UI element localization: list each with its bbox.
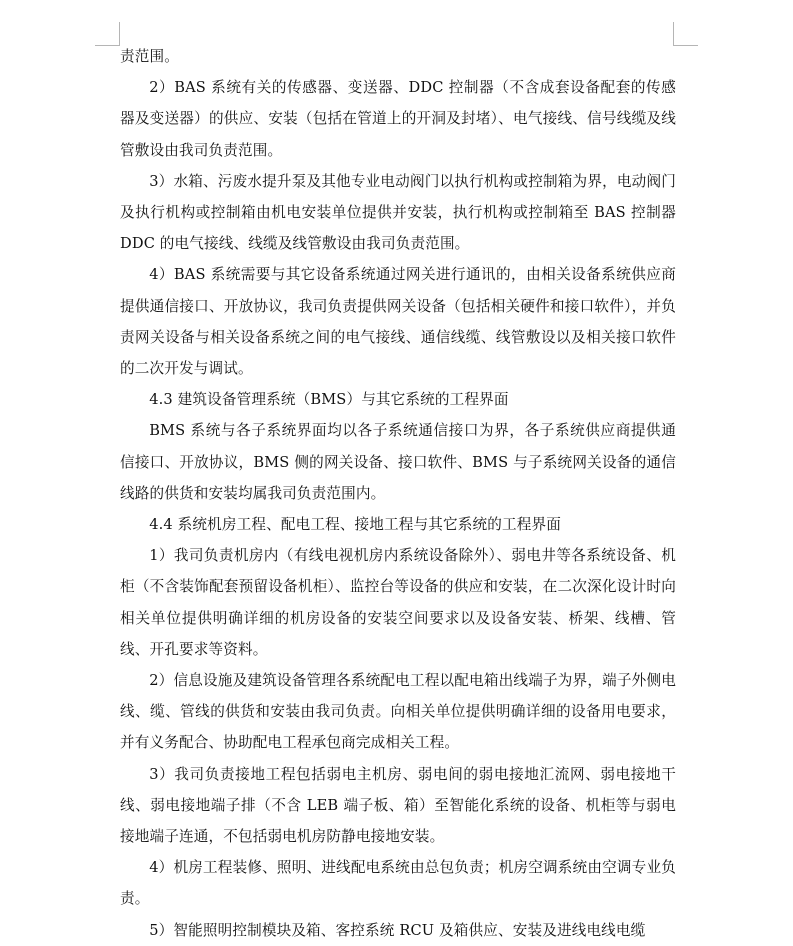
- crop-mark-top-right: [673, 45, 698, 46]
- paragraph: 5）智能照明控制模块及箱、客控系统 RCU 及箱供应、安装及进线电线电缆: [149, 921, 646, 939]
- paragraph: 2）信息设施及建筑设备管理各系统配电工程以配电箱出线端子为界，端子外侧电线、缆、管线的供货和安装由我司负责。向相关单位提供明确详细的设备用电要求，并有义务配合、协助配电工程承包商完成相关工程。: [120, 672, 676, 752]
- crop-mark-top-left: [95, 45, 120, 46]
- paragraph: 3）水箱、污废水提升泵及其他专业电动阀门以执行机构或控制箱为界，电动阀门及执行机构或控制箱由机电安装单位提供并安装，执行机构或控制箱至 BAS 控制器 DDC 的电气接线、线缆及线管敷设由我司负责范围。: [120, 172, 676, 253]
- paragraph: 责范围。: [120, 48, 179, 65]
- paragraph: 4.3 建筑设备管理系统（BMS）与其它系统的工程界面: [149, 391, 509, 409]
- paragraph: 2）BAS 系统有关的传感器、变送器、DDC 控制器（不含成套设备配套的传感器及变送器）的供应、安装（包括在管道上的开洞及封堵）、电气接线、信号线缆及线管敷设由我司负责范围。: [120, 79, 676, 159]
- paragraph: 4）机房工程装修、照明、进线配电系统由总包负责；机房空调系统由空调专业负责。: [120, 859, 676, 908]
- paragraph: 4）BAS 系统需要与其它设备系统通过网关进行通讯的，由相关设备系统供应商提供通信接口、开放协议，我司负责提供网关设备（包括相关硬件和接口软件），并负责网关设备与相关设备系统之间的电气接线、通信线缆、线管敷设以及相关接口软件的二次开发与调试。: [120, 266, 676, 378]
- paragraph: 4.4 系统机房工程、配电工程、接地工程与其它系统的工程界面: [149, 516, 561, 534]
- paragraph: BMS 系统与各子系统界面均以各子系统通信接口为界，各子系统供应商提供通信接口、开放协议，BMS 侧的网关设备、接口软件、BMS 与子系统网关设备的通信线路的供货和安装均属我司负责范围内。: [120, 422, 676, 502]
- paragraph: 3）我司负责接地工程包括弱电主机房、弱电间的弱电接地汇流网、弱电接地干线、弱电接地端子排（不含 LEB 端子板、箱）至智能化系统的设备、机柜等与弱电接地端子连通，不包括弱电机房防静电接地安装。: [120, 765, 676, 846]
- document-body[interactable]: [120, 41, 676, 946]
- paragraph: 1）我司负责机房内（有线电视机房内系统设备除外）、弱电井等各系统设备、机柜（不含装饰配套预留设备机柜）、监控台等设备的供应和安装，在二次深化设计时向相关单位提供明确详细的机房设备的安装空间要求以及设备安装、桥架、线槽、管线、开孔要求等资料。: [120, 547, 676, 658]
